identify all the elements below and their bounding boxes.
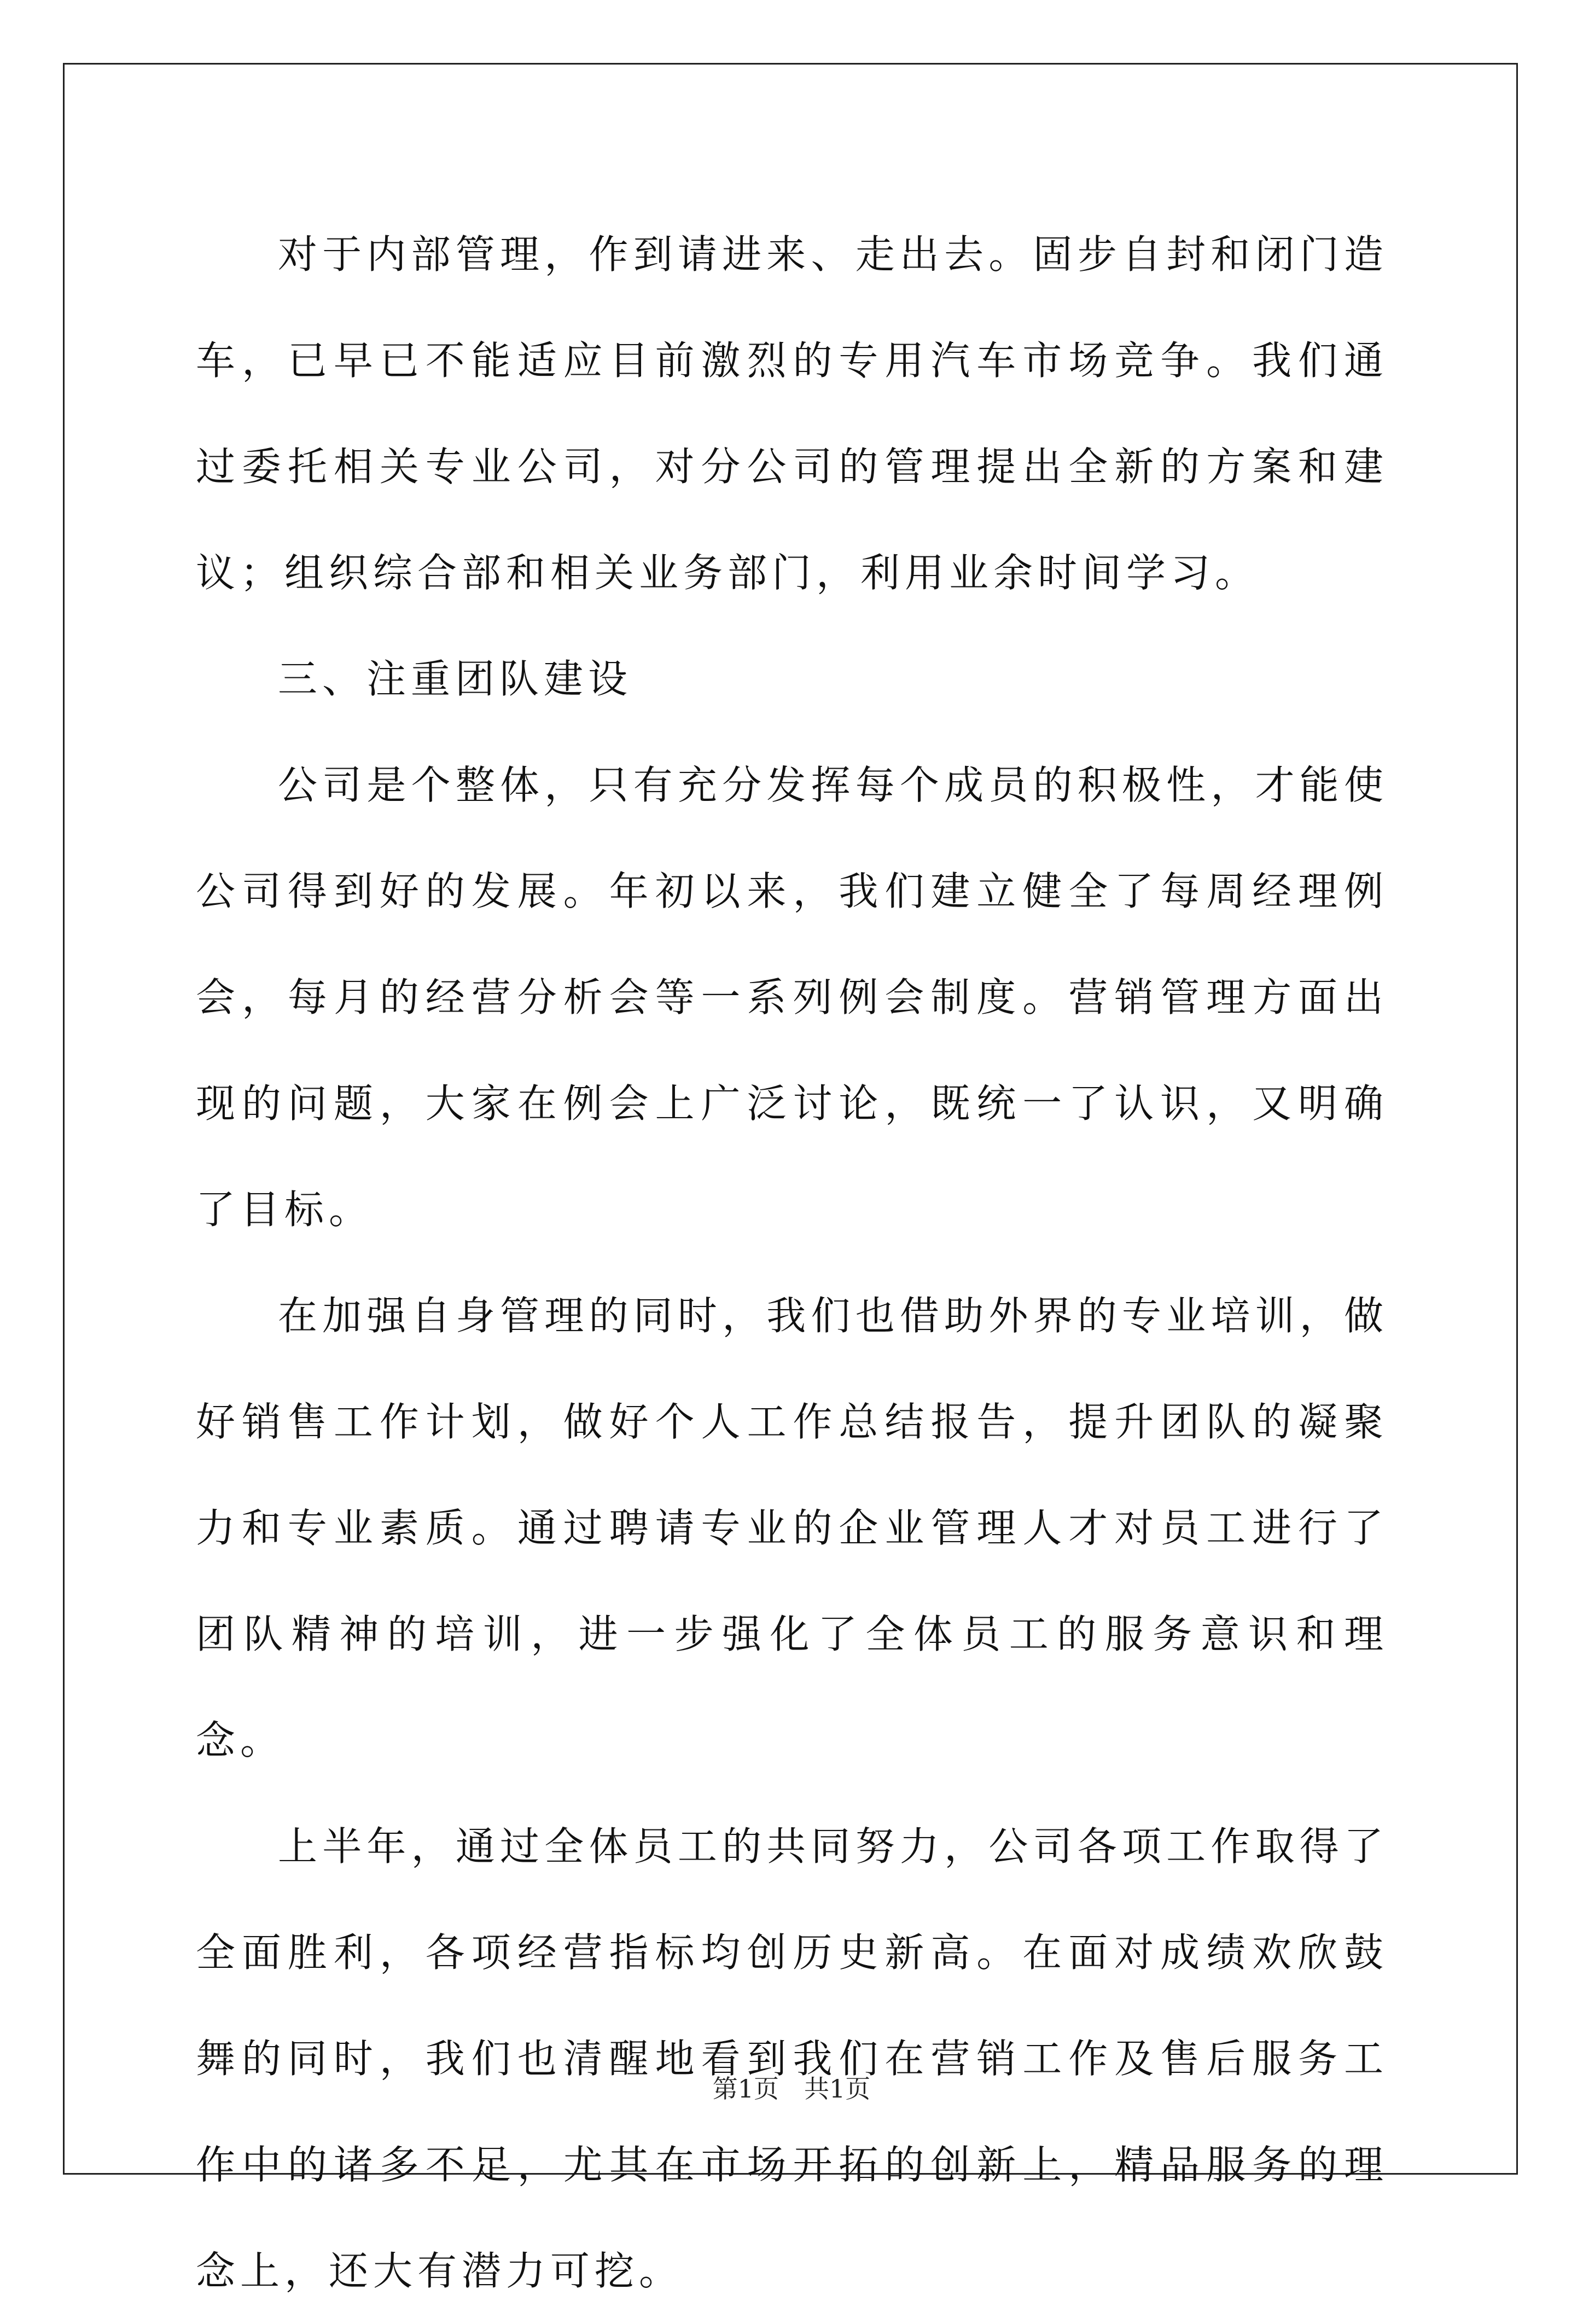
document-body xyxy=(196,201,1388,2324)
paragraph-training: 在加强自身管理的同时，我们也借助外界的专业培训，做好销售工作计划，做好个人工作总结报告，提升团队的凝聚力和专业素质。通过聘请专业的企业管理人才对员工进行了团队精神的培训，进一步强化了全体员工的服务意识和理念。 xyxy=(196,1293,1388,1763)
page-number-footer: 第1页 共1页 xyxy=(712,2074,871,2104)
paragraph-half-year-summary: 上半年，通过全体员工的共同努力，公司各项工作取得了全面胜利，各项经营指标均创历史新高。在面对成绩欢欣鼓舞的同时，我们也清醒地看到我们在营销工作及售后服务工作中的诸多不足，尤其在市场开拓的创新上，精品服务的理念上，还大有潜力可挖。 xyxy=(196,1823,1388,2294)
paragraph-internal-management: 对于内部管理，作到请进来、走出去。固步自封和闭门造车，已早已不能适应目前激烈的专用汽车市场竞争。我们通过委托相关专业公司，对分公司的管理提出全新的方案和建议；组织综合部和相关业务部门，利用业余时间学习。 xyxy=(196,231,1388,596)
paragraph-company-whole: 公司是个整体，只有充分发挥每个成员的积极性，才能使公司得到好的发展。年初以来，我们建立健全了每周经理例会，每月的经营分析会等一系列例会制度。营销管理方面出现的问题，大家在例会上广泛讨论，既统一了认识，又明确了目标。 xyxy=(196,762,1388,1233)
section-heading-team-building: 三、注重团队建设 xyxy=(278,656,633,702)
